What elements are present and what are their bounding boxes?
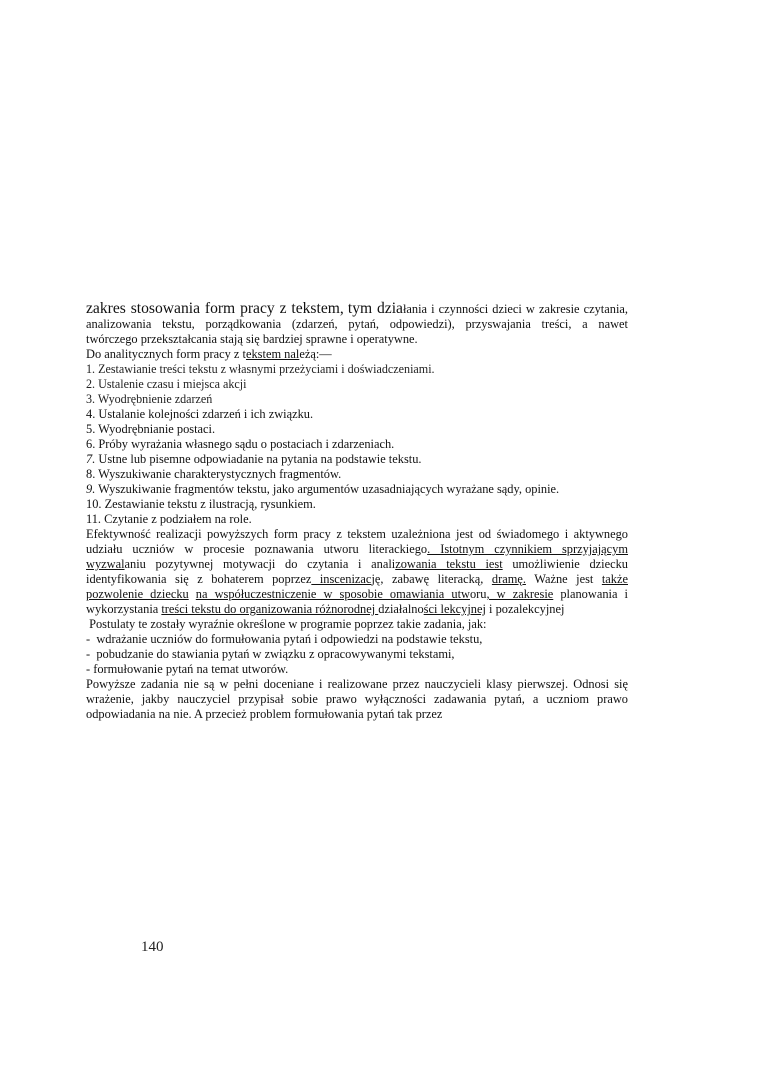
list-item-6: 6. Próby wyrażania własnego sądu o postaciach i zdarzeniach. xyxy=(86,437,395,451)
page-number: 140 xyxy=(141,939,164,955)
paragraph-2-line-6: wykorzystania treści tekstu do organizowania różnorodnej działalności lekcyjnej i pozalekcyjnej xyxy=(86,602,565,616)
paragraph-1-line-3: twórczego przekształcania stają się bardziej sprawne i operatywne. xyxy=(86,332,418,346)
paragraph-2-line-2: udziału uczniów w procesie poznawania utworu literackiego. Istotnym czynnikiem sprzyjającym xyxy=(86,542,629,556)
list-item-10: 10. Zestawianie tekstu z ilustracją, rysunkiem. xyxy=(86,497,316,511)
list-item-2: 2. Ustalenie czasu i miejsca akcji xyxy=(86,377,247,391)
paragraph-1-line-2: analizowania tekstu, porządkowania (zdarzeń, pytań, odpowiedzi), przyswajania treści, a nawet xyxy=(86,317,628,331)
list-item-11: 11. Czytanie z podziałem na role. xyxy=(86,512,252,526)
task-item-2: - pobudzanie do stawiania pytań w związku z opracowywanymi tekstami, xyxy=(86,647,455,661)
document-page xyxy=(86,301,628,722)
paragraph-2-line-1: Efektywność realizacji powyższych form pracy z tekstem uzależniona jest od świadomego i aktywnego xyxy=(86,527,628,541)
paragraph-2-line-3: wyzwalaniu pozytywnej motywacji do czytania i analizowania tekstu iest umożliwienie dziecku xyxy=(86,557,628,571)
task-item-1: - wdrażanie uczniów do formułowania pytań i odpowiedzi na podstawie tekstu, xyxy=(86,632,483,646)
list-item-5: 5. Wyodrębnianie postaci. xyxy=(86,422,216,436)
list-item-1: 1. Zestawianie treści tekstu z własnymi przeżyciami i doświadczeniami. xyxy=(86,362,435,376)
paragraph-4-line-1: Powyższe zadania nie są w pełni doceniane i realizowane przez nauczycieli klasy pierwszej. Odnosi się xyxy=(86,677,628,691)
list-item-9: 9. Wyszukiwanie fragmentów tekstu, jako argumentów uzasadniających wyrażane sądy, opinie. xyxy=(86,482,560,496)
paragraph-1-line-1: zakres stosowania form pracy z tekstem, tym działania i czynności dzieci w zakresie czytania, xyxy=(86,300,628,317)
list-item-7: 7. Ustne lub pisemne odpowiadanie na pytania na podstawie tekstu. xyxy=(86,452,422,466)
paragraph-3-line-1: Postulaty te zostały wyraźnie określone w programie poprzez takie zadania, jak: xyxy=(86,617,487,631)
paragraph-2-line-5: pozwolenie dziecku na współuczestniczenie w sposobie omawiania utworu, w zakresie planowania i xyxy=(86,587,628,601)
paragraph-2-line-4: identyfikowania się z bohaterem poprzez inscenizację, zabawę literacką, dramę. Ważne jest także xyxy=(86,572,628,586)
list-item-8: 8. Wyszukiwanie charakterystycznych fragmentów. xyxy=(86,467,342,481)
paragraph-4-line-3: odpowiadania na nie. A przecież problem formułowania pytań tak przez xyxy=(86,707,443,721)
paragraph-4-line-2: wrażenie, jakby nauczyciel przypisał sobie prawo wyłączności zadawania pytań, a uczniom prawo xyxy=(86,692,628,706)
task-item-3: - formułowanie pytań na temat utworów. xyxy=(86,662,289,676)
list-item-3: 3. Wyodrębnienie zdarzeń xyxy=(86,392,213,406)
list-intro: Do analitycznych form pracy z tekstem należą:— xyxy=(86,347,332,361)
list-item-4: 4. Ustalanie kolejności zdarzeń i ich związku. xyxy=(86,407,314,421)
